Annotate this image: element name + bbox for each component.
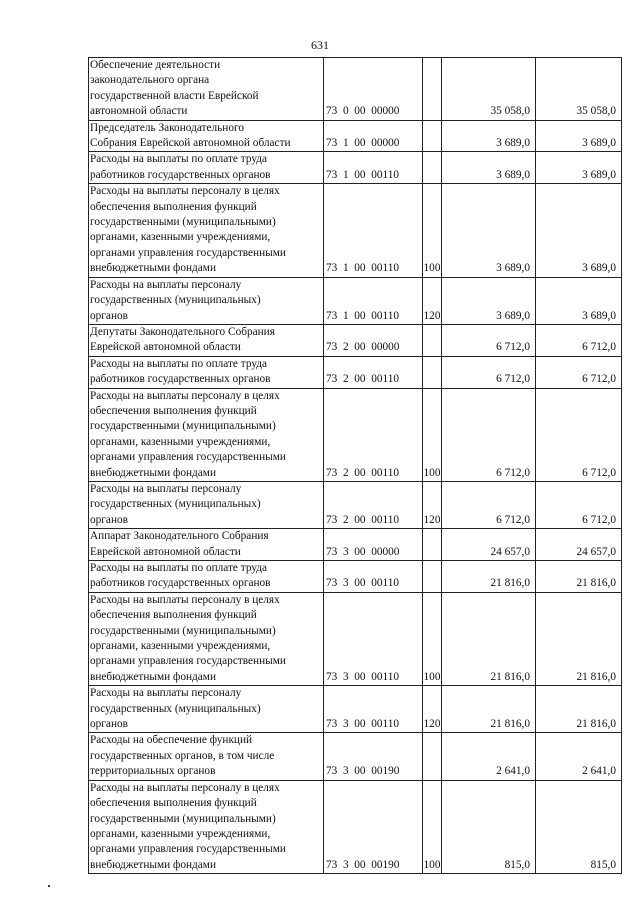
code-value: 73 3 00 00110 bbox=[326, 577, 400, 590]
row-name-line: внебюджетными фондами bbox=[90, 466, 216, 479]
target-article-code bbox=[324, 561, 423, 593]
code-value: 73 3 00 00110 bbox=[326, 718, 400, 731]
expense-type-code: 100 bbox=[423, 184, 442, 277]
table-row bbox=[89, 592, 622, 685]
row-name-line: Аппарат Законодательного Собрания bbox=[90, 530, 269, 543]
target-article-code bbox=[324, 481, 423, 528]
amount-year-2: 6 712,0 bbox=[536, 356, 622, 388]
row-name-cell bbox=[89, 481, 324, 528]
target-article-code bbox=[324, 152, 423, 184]
amount-year-2: 815,0 bbox=[536, 780, 622, 873]
row-name-line: государственными (муниципальными) bbox=[90, 812, 276, 825]
amount-year-1: 6 712,0 bbox=[442, 388, 536, 481]
expense-type-code bbox=[423, 356, 442, 388]
target-article-code bbox=[324, 277, 423, 324]
row-name-line: Собрания Еврейской автономной области bbox=[90, 137, 291, 150]
expense-type-code bbox=[423, 324, 442, 356]
row-name-line: Депутаты Законодательного Собрания bbox=[90, 325, 275, 338]
code-value: 73 2 00 00000 bbox=[326, 341, 400, 354]
target-article-code bbox=[324, 686, 423, 733]
amount-year-1: 21 816,0 bbox=[442, 592, 536, 685]
expense-type-code bbox=[423, 58, 442, 121]
amount-year-1: 21 816,0 bbox=[442, 686, 536, 733]
amount-year-1: 35 058,0 bbox=[442, 58, 536, 121]
amount-year-2: 3 689,0 bbox=[536, 184, 622, 277]
row-name-line: органами управления государственными bbox=[90, 246, 286, 259]
code-value: 73 1 00 00110 bbox=[326, 309, 400, 322]
row-name-line: государственными (муниципальными) bbox=[90, 420, 276, 433]
budget-table bbox=[88, 57, 622, 874]
amount-year-1: 6 712,0 bbox=[442, 324, 536, 356]
target-article-code bbox=[324, 58, 423, 121]
amount-year-1: 3 689,0 bbox=[442, 184, 536, 277]
amount-year-2: 24 657,0 bbox=[536, 529, 622, 561]
row-name-line: органов bbox=[90, 718, 128, 731]
expense-type-code bbox=[423, 152, 442, 184]
table-row bbox=[89, 561, 622, 593]
row-name-cell bbox=[89, 356, 324, 388]
row-name-line: Председатель Законодательного bbox=[90, 121, 244, 134]
row-name-line: Расходы на выплаты персоналу в целях bbox=[90, 781, 280, 794]
target-article-code bbox=[324, 780, 423, 873]
row-name-line: Еврейской автономной области bbox=[90, 545, 241, 558]
scan-speck bbox=[48, 885, 50, 887]
table-row bbox=[89, 277, 622, 324]
code-value: 73 2 00 00110 bbox=[326, 513, 400, 526]
row-name-line: государственных (муниципальных) bbox=[90, 702, 261, 715]
expense-type-code: 120 bbox=[423, 686, 442, 733]
row-name-line: автономной области bbox=[90, 105, 188, 118]
amount-year-1: 3 689,0 bbox=[442, 277, 536, 324]
row-name-line: работников государственных органов bbox=[90, 168, 271, 181]
code-value: 73 3 00 00190 bbox=[326, 765, 400, 778]
row-name-line: Расходы на выплаты по оплате труда bbox=[90, 357, 268, 370]
amount-year-2: 3 689,0 bbox=[536, 120, 622, 152]
row-name-cell bbox=[89, 529, 324, 561]
row-name-line: Расходы на выплаты по оплате труда bbox=[90, 153, 268, 166]
row-name-line: органами, казенными учреждениями, bbox=[90, 827, 271, 840]
target-article-code bbox=[324, 356, 423, 388]
row-name-line: органами, казенными учреждениями, bbox=[90, 640, 271, 653]
row-name-line: внебюджетными фондами bbox=[90, 858, 216, 871]
row-name-line: государственными (муниципальными) bbox=[90, 624, 276, 637]
amount-year-2: 6 712,0 bbox=[536, 324, 622, 356]
amount-year-2: 3 689,0 bbox=[536, 277, 622, 324]
code-value: 73 2 00 00110 bbox=[326, 466, 400, 479]
table-row bbox=[89, 481, 622, 528]
code-value: 73 1 00 00000 bbox=[326, 137, 400, 150]
row-name-line: законодательного органа bbox=[90, 74, 210, 87]
row-name-line: органов bbox=[90, 513, 128, 526]
amount-year-2: 21 816,0 bbox=[536, 686, 622, 733]
row-name-cell bbox=[89, 277, 324, 324]
row-name-line: обеспечения выполнения функций bbox=[90, 797, 257, 810]
amount-year-1: 6 712,0 bbox=[442, 356, 536, 388]
row-name-cell bbox=[89, 733, 324, 780]
amount-year-2: 21 816,0 bbox=[536, 561, 622, 593]
page-number: 631 bbox=[311, 38, 329, 52]
row-name-cell bbox=[89, 592, 324, 685]
row-name-cell bbox=[89, 152, 324, 184]
amount-year-2: 3 689,0 bbox=[536, 152, 622, 184]
table-row bbox=[89, 388, 622, 481]
row-name-line: органами управления государственными bbox=[90, 843, 286, 856]
table-row bbox=[89, 686, 622, 733]
expense-type-code: 100 bbox=[423, 780, 442, 873]
code-value: 73 2 00 00110 bbox=[326, 373, 400, 386]
code-value: 73 1 00 00110 bbox=[326, 168, 400, 181]
code-value: 73 1 00 00110 bbox=[326, 262, 400, 275]
row-name-line: Расходы на выплаты персоналу в целях bbox=[90, 185, 280, 198]
amount-year-2: 21 816,0 bbox=[536, 592, 622, 685]
code-value: 73 0 00 00000 bbox=[326, 105, 400, 118]
row-name-line: органами управления государственными bbox=[90, 655, 286, 668]
code-value: 73 3 00 00000 bbox=[326, 545, 400, 558]
amount-year-2: 6 712,0 bbox=[536, 388, 622, 481]
row-name-line: Обеспечение деятельности bbox=[90, 59, 221, 71]
target-article-code bbox=[324, 184, 423, 277]
row-name-line: государственных органов, в том числе bbox=[90, 749, 275, 762]
row-name-cell bbox=[89, 184, 324, 277]
row-name-cell bbox=[89, 561, 324, 593]
expense-type-code bbox=[423, 733, 442, 780]
row-name-line: государственных (муниципальных) bbox=[90, 498, 261, 511]
expense-type-code bbox=[423, 120, 442, 152]
row-name-line: обеспечения выполнения функций bbox=[90, 200, 257, 213]
row-name-line: Еврейской автономной области bbox=[90, 341, 241, 354]
amount-year-1: 24 657,0 bbox=[442, 529, 536, 561]
row-name-cell bbox=[89, 388, 324, 481]
amount-year-2: 35 058,0 bbox=[536, 58, 622, 121]
row-name-line: Расходы на выплаты персоналу bbox=[90, 687, 242, 700]
code-value: 73 3 00 00190 bbox=[326, 858, 400, 871]
amount-year-1: 2 641,0 bbox=[442, 733, 536, 780]
expense-type-code bbox=[423, 529, 442, 561]
row-name-line: органами управления государственными bbox=[90, 451, 286, 464]
target-article-code bbox=[324, 324, 423, 356]
amount-year-2: 6 712,0 bbox=[536, 481, 622, 528]
row-name-cell bbox=[89, 780, 324, 873]
expense-type-code bbox=[423, 561, 442, 593]
row-name-line: органами, казенными учреждениями, bbox=[90, 435, 271, 448]
row-name-cell bbox=[89, 324, 324, 356]
table-row bbox=[89, 324, 622, 356]
budget-table-body bbox=[89, 58, 622, 874]
row-name-line: обеспечения выполнения функций bbox=[90, 404, 257, 417]
target-article-code bbox=[324, 733, 423, 780]
table-row bbox=[89, 58, 622, 121]
expense-type-code: 100 bbox=[423, 388, 442, 481]
row-name-line: внебюджетными фондами bbox=[90, 262, 216, 275]
row-name-line: государственными (муниципальными) bbox=[90, 216, 276, 229]
amount-year-1: 815,0 bbox=[442, 780, 536, 873]
table-row bbox=[89, 184, 622, 277]
row-name-line: работников государственных органов bbox=[90, 373, 271, 386]
table-row bbox=[89, 152, 622, 184]
row-name-line: внебюджетными фондами bbox=[90, 670, 216, 683]
row-name-line: обеспечения выполнения функций bbox=[90, 609, 257, 622]
expense-type-code: 120 bbox=[423, 481, 442, 528]
row-name-line: органами, казенными учреждениями, bbox=[90, 231, 271, 244]
row-name-line: Расходы на выплаты персоналу в целях bbox=[90, 389, 280, 402]
row-name-line: территориальных органов bbox=[90, 765, 216, 778]
table-row bbox=[89, 120, 622, 152]
amount-year-1: 21 816,0 bbox=[442, 561, 536, 593]
target-article-code bbox=[324, 120, 423, 152]
table-row bbox=[89, 733, 622, 780]
row-name-line: Расходы на обеспечение функций bbox=[90, 734, 253, 747]
row-name-cell bbox=[89, 686, 324, 733]
row-name-line: государственной власти Еврейской bbox=[90, 89, 259, 102]
code-value: 73 3 00 00110 bbox=[326, 670, 400, 683]
amount-year-1: 6 712,0 bbox=[442, 481, 536, 528]
row-name-line: государственных (муниципальных) bbox=[90, 294, 261, 307]
target-article-code bbox=[324, 388, 423, 481]
amount-year-1: 3 689,0 bbox=[442, 152, 536, 184]
row-name-line: Расходы на выплаты по оплате труда bbox=[90, 562, 268, 574]
expense-type-code: 120 bbox=[423, 277, 442, 324]
row-name-line: Расходы на выплаты персоналу bbox=[90, 482, 242, 495]
target-article-code bbox=[324, 529, 423, 561]
row-name-cell bbox=[89, 58, 324, 121]
amount-year-1: 3 689,0 bbox=[442, 120, 536, 152]
row-name-line: Расходы на выплаты персоналу bbox=[90, 278, 242, 291]
table-row bbox=[89, 780, 622, 873]
row-name-line: Расходы на выплаты персоналу в целях bbox=[90, 593, 280, 606]
amount-year-2: 2 641,0 bbox=[536, 733, 622, 780]
expense-type-code: 100 bbox=[423, 592, 442, 685]
target-article-code bbox=[324, 592, 423, 685]
table-row bbox=[89, 356, 622, 388]
table-row bbox=[89, 529, 622, 561]
row-name-line: органов bbox=[90, 309, 128, 322]
row-name-line: работников государственных органов bbox=[90, 577, 271, 590]
row-name-cell bbox=[89, 120, 324, 152]
